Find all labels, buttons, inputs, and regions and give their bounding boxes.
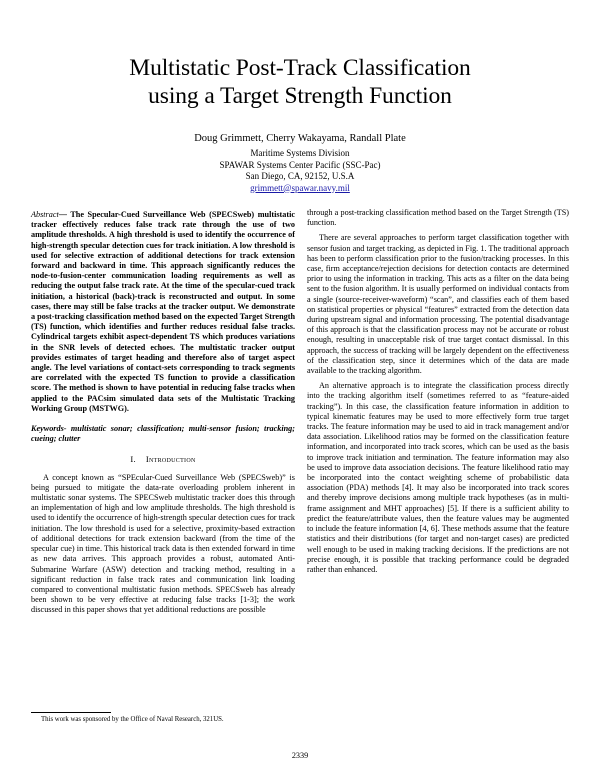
right-column <box>307 208 569 580</box>
abstract-text: — The Specular-Cued Surveillance Web (SPECSweb) multistatic tracker effectively reduces false track rate through the use of two amplitude thresholds. A high threshold is used to identify the occurrence of high-strength specular detection cues for track initiation. A low threshold is used for selective extraction of additional detections for track extension forward and backward in time. This approach significantly reduces the node-to-fusion-center communication loading requirements as well as reducing the output false track rate. At the time of the specular-cued track initiation, a historical (back)-track is reconstructed and output. In some cases, there may still be false tracks at the tracker output. We demonstrate a post-tracking classification method based on the expected Target Strength (TS) function, which identifies and further reduces residual false tracks. Cylindrical targets exhibit aspect-dependent TS which produces variations in the SNR levels of detected echoes. The multistatic tracker output provides estimates of target heading and therefore also of target aspect angle. The level variations of contact-sets corresponding to track segments are correlated with the expected TS function to provide a classification score. The method is shown to have potential in reducing false tracks when applied to the PACsim simulated data sets of the Multistatic Tracking Working Group (MSTWG). <box>31 210 295 413</box>
affiliation-address: San Diego, CA, 92152, U.S.A <box>245 171 355 181</box>
abstract <box>31 210 295 414</box>
intro-paragraph: A concept known as “SPEcular-Cued Surveillance Web (SPECSweb)” is being pursued to mitigate the data-rate overloading problem inherent in multistatic sonar systems. The SPECSweb multistatic tracker does this through an implementation of high and low amplitude thresholds. The high threshold is used to identify the occurrence of high-strength specular detection cues for track initiation. The low threshold is used for a selective, proximity-based extraction of additional detections for track extension backward (from the time of the specular cue) in time. This historical track data is then extended forward in time as new data arrives. This approach provides a robust, automated Anti-Submarine Warfare (ASW) detection and tracking method, resulting in a significant reduction in false track rates and communication link loading compared to conventional multistatic fusion methods. SPECSweb has already been shown to be very effective at reducing false tracks [1-3]; the work discussed in this paper shows that yet additional reductions are possible <box>31 472 295 615</box>
footnote-divider <box>31 712 111 713</box>
section-heading-introduction <box>31 454 295 464</box>
affiliation-organization: SPAWAR Systems Center Pacific (SSC-Pac) <box>219 159 381 170</box>
affiliation-email-line <box>0 183 600 195</box>
left-column <box>31 210 295 621</box>
paper-title-line-1: Multistatic Post-Track Classification <box>129 55 471 81</box>
page-number: 2339 <box>291 751 309 760</box>
paper-title-line-2: using a Target Strength Function <box>148 83 452 109</box>
footnote: This work was sponsored by the Office of Naval Research, 321US. <box>41 716 224 723</box>
abstract-label: Abstract <box>31 210 59 219</box>
paragraph: An alternative approach is to integrate the classification process directly into the tracking algorithm itself (sometimes referred to as “feature-aided tracking”). In this case, the classification feature information in addition to typical kinematic features may be used to more effectively form true target tracks. The feature information may be used to aid in track management and/or data association. Likelihood ratios may be formed on the classification feature information, and incorporated into track scores, which can be used as the basis to improve track initiation and termination. The feature information may also be used to improve data association decisions. The feature likelihood ratio may be incorporated into the contact weighting scheme of probabilistic data association (PDA) methods [4]. It may also be incorporated into track scores and thereby improve decisions among multiple track hypotheses (as in multi-frame assignment and MHT approaches) [5]. If there is a sufficient ability to predict the feature/attribute values, then the feature values may be augmented to include the feature information [4, 6]. These methods assume that the feature statistics and their distributions (for target and non-target cases) are predicted well enough to be used in making tracking decisions. If the predictions are not precise enough, it is possible that tracking performance could be degraded rather than enhanced. <box>307 381 569 574</box>
author-email-link[interactable]: grimmett@spawar.navy.mil <box>250 182 350 193</box>
section-title: Introduction <box>145 454 196 465</box>
keywords: Keywords- multistatic sonar; classification; multi-sensor fusion; tracking; cueing; clutter <box>31 424 295 444</box>
affiliation-division: Maritime Systems Division <box>250 148 350 158</box>
paragraph: There are several approaches to perform target classification together with sensor fusion and target tracking, as depicted in Fig. 1. The traditional approach has been to perform classification prior to the fusion/tracking processes. In this case, firm acceptance/rejection decisions for detection contacts are determined prior to using the information in tracking. This acts as a filter on the data being sent to the fusion algorithm. It is usually performed on individual contacts from a single (source-receiver-waveform) “scan”, and classifies each of them based on statistical properties or physical “features” extracted from the detection data during upstream signal and information processing. The potential disadvantage of this approach is that the classification process may not be accurate or robust enough, resulting in unacceptable risk of true target contact dismissal. In this approach, the success of tracking will be largely dependent on the effectiveness of the classification step, since it determines which of the data are made available to the tracking algorithm. <box>307 233 569 376</box>
section-numeral: I. <box>130 454 137 465</box>
author-list: Doug Grimmett, Cherry Wakayama, Randall Plate <box>194 133 406 144</box>
paragraph-continuation: through a post-tracking classification method based on the Target Strength (TS) function. <box>307 208 569 228</box>
